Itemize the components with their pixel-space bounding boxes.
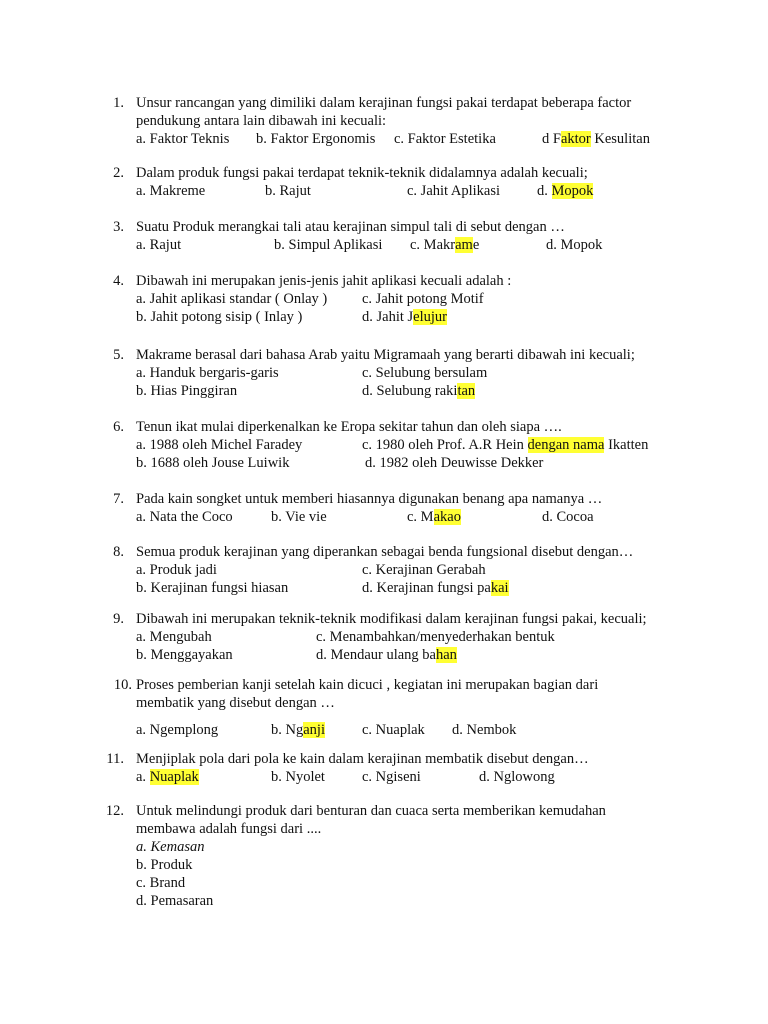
option-b: b. Jahit potong sisip ( Inlay ) (136, 309, 303, 325)
option-b: b. 1688 oleh Jouse Luiwik (136, 455, 290, 471)
option-b: b. Rajut (265, 183, 311, 199)
question-stem: Proses pemberian kanji setelah kain dicuci , kegiatan ini merupakan bagian dari (136, 677, 599, 693)
option-a: a. Jahit aplikasi standar ( Onlay ) (136, 291, 328, 307)
option-a: a. Nuaplak (136, 769, 199, 785)
question-stem: membatik yang disebut dengan … (136, 695, 335, 711)
option-b: b. Kerajinan fungsi hiasan (136, 580, 289, 596)
question-stem: Untuk melindungi produk dari benturan dan cuaca serta memberikan kemudahan (136, 803, 606, 819)
option-a: a. Ngemplong (136, 722, 219, 738)
question-stem: Dalam produk fungsi pakai terdapat teknik-teknik didalamnya adalah kecuali; (136, 165, 588, 181)
option-c: c. 1980 oleh Prof. A.R Hein dengan nama Ikatten (362, 437, 649, 453)
option-c: c. Faktor Estetika (394, 131, 496, 147)
question-number: 12. (105, 803, 124, 819)
question-number: 6. (113, 419, 124, 435)
option-b: b. Nganji (271, 722, 325, 738)
option-d: d. Pemasaran (136, 893, 214, 909)
question-number: 2. (113, 165, 124, 181)
option-d: d. Kerajinan fungsi pakai (362, 580, 509, 596)
option-d: d Faktor Kesulitan (542, 131, 650, 147)
option-a: a. Kemasan (136, 839, 205, 855)
option-a: a. 1988 oleh Michel Faradey (136, 437, 303, 453)
question-stem: Dibawah ini merupakan teknik-teknik modifikasi dalam kerajinan fungsi pakai, kecuali; (136, 611, 647, 627)
highlight: kai (490, 580, 509, 596)
option-b: b. Simpul Aplikasi (274, 237, 383, 253)
question-stem: Unsur rancangan yang dimiliki dalam kerajinan fungsi pakai terdapat beberapa factor (136, 95, 632, 111)
question-number: 10. (113, 677, 132, 693)
highlight: han (436, 647, 457, 663)
option-b: b. Menggayakan (136, 647, 233, 663)
question-number: 11. (106, 751, 124, 767)
question-stem: pendukung antara lain dibawah ini kecuali: (136, 113, 387, 129)
question-number: 3. (113, 219, 124, 235)
option-a: a. Produk jadi (136, 562, 217, 578)
highlight: dengan nama (527, 437, 605, 453)
highlight: akao (433, 509, 461, 525)
option-c: c. Menambahkan/menyederhakan bentuk (316, 629, 555, 645)
option-a: a. Rajut (136, 237, 182, 253)
option-c: c. Brand (136, 875, 186, 891)
question-stem: Makrame berasal dari bahasa Arab yaitu Migramaah yang berarti dibawah ini kecuali; (136, 347, 635, 363)
option-b: b. Faktor Ergonomis (256, 131, 376, 147)
option-d: d. Mendaur ulang bahan (316, 647, 457, 663)
highlight: tan (457, 383, 476, 399)
question-number: 8. (113, 544, 124, 560)
question-stem: Pada kain songket untuk memberi hiasannya digunakan benang apa namanya … (136, 491, 603, 507)
option-c: c. Ngiseni (362, 769, 421, 785)
option-b: b. Vie vie (271, 509, 327, 525)
option-c: c. Nuaplak (362, 722, 425, 738)
question-stem: Menjiplak pola dari pola ke kain dalam kerajinan membatik disebut dengan… (136, 751, 589, 767)
option-c: c. Makao (407, 509, 461, 525)
question-stem: Semua produk kerajinan yang diperankan sebagai benda fungsional disebut dengan… (136, 544, 634, 560)
question-number: 5. (113, 347, 124, 363)
option-c: c. Kerajinan Gerabah (362, 562, 486, 578)
question-stem: Suatu Produk merangkai tali atau kerajinan simpul tali di sebut dengan … (136, 219, 565, 235)
option-d: d. Nglowong (479, 769, 555, 785)
question-stem: Dibawah ini merupakan jenis-jenis jahit aplikasi kecuali adalah : (136, 273, 512, 289)
option-a: a. Makreme (136, 183, 206, 199)
question-number: 7. (113, 491, 124, 507)
highlight: Mopok (551, 183, 594, 199)
option-d: d. Mopok (537, 183, 594, 199)
option-c: c. Jahit potong Motif (362, 291, 484, 307)
option-b: b. Produk (136, 857, 193, 873)
option-a: a. Handuk bergaris-garis (136, 365, 279, 381)
option-a: a. Nata the Coco (136, 509, 233, 525)
option-d: d. Jahit Jelujur (362, 309, 447, 325)
option-a: a. Faktor Teknis (136, 131, 230, 147)
highlight: elujur (413, 309, 447, 325)
question-number: 1. (113, 95, 124, 111)
highlight: am (455, 237, 473, 253)
question-number: 9. (113, 611, 124, 627)
option-d: d. Cocoa (542, 509, 594, 525)
question-stem: membawa adalah fungsi dari .... (136, 821, 322, 837)
option-d: d. Mopok (546, 237, 603, 253)
option-c: c. Makrame (410, 237, 480, 253)
option-b: b. Nyolet (271, 769, 325, 785)
question-stem: Tenun ikat mulai diperkenalkan ke Eropa sekitar tahun dan oleh siapa …. (136, 419, 562, 435)
option-c: c. Selubung bersulam (362, 365, 488, 381)
option-d: d. Nembok (452, 722, 517, 738)
option-a: a. Mengubah (136, 629, 212, 645)
option-c: c. Jahit Aplikasi (407, 183, 501, 199)
highlight: anji (303, 722, 325, 738)
highlight: Nuaplak (149, 769, 199, 785)
option-d: d. 1982 oleh Deuwisse Dekker (365, 455, 544, 471)
option-b: b. Hias Pinggiran (136, 383, 238, 399)
highlight: aktor (560, 131, 591, 147)
option-d: d. Selubung rakitan (362, 383, 476, 399)
question-number: 4. (113, 273, 124, 289)
